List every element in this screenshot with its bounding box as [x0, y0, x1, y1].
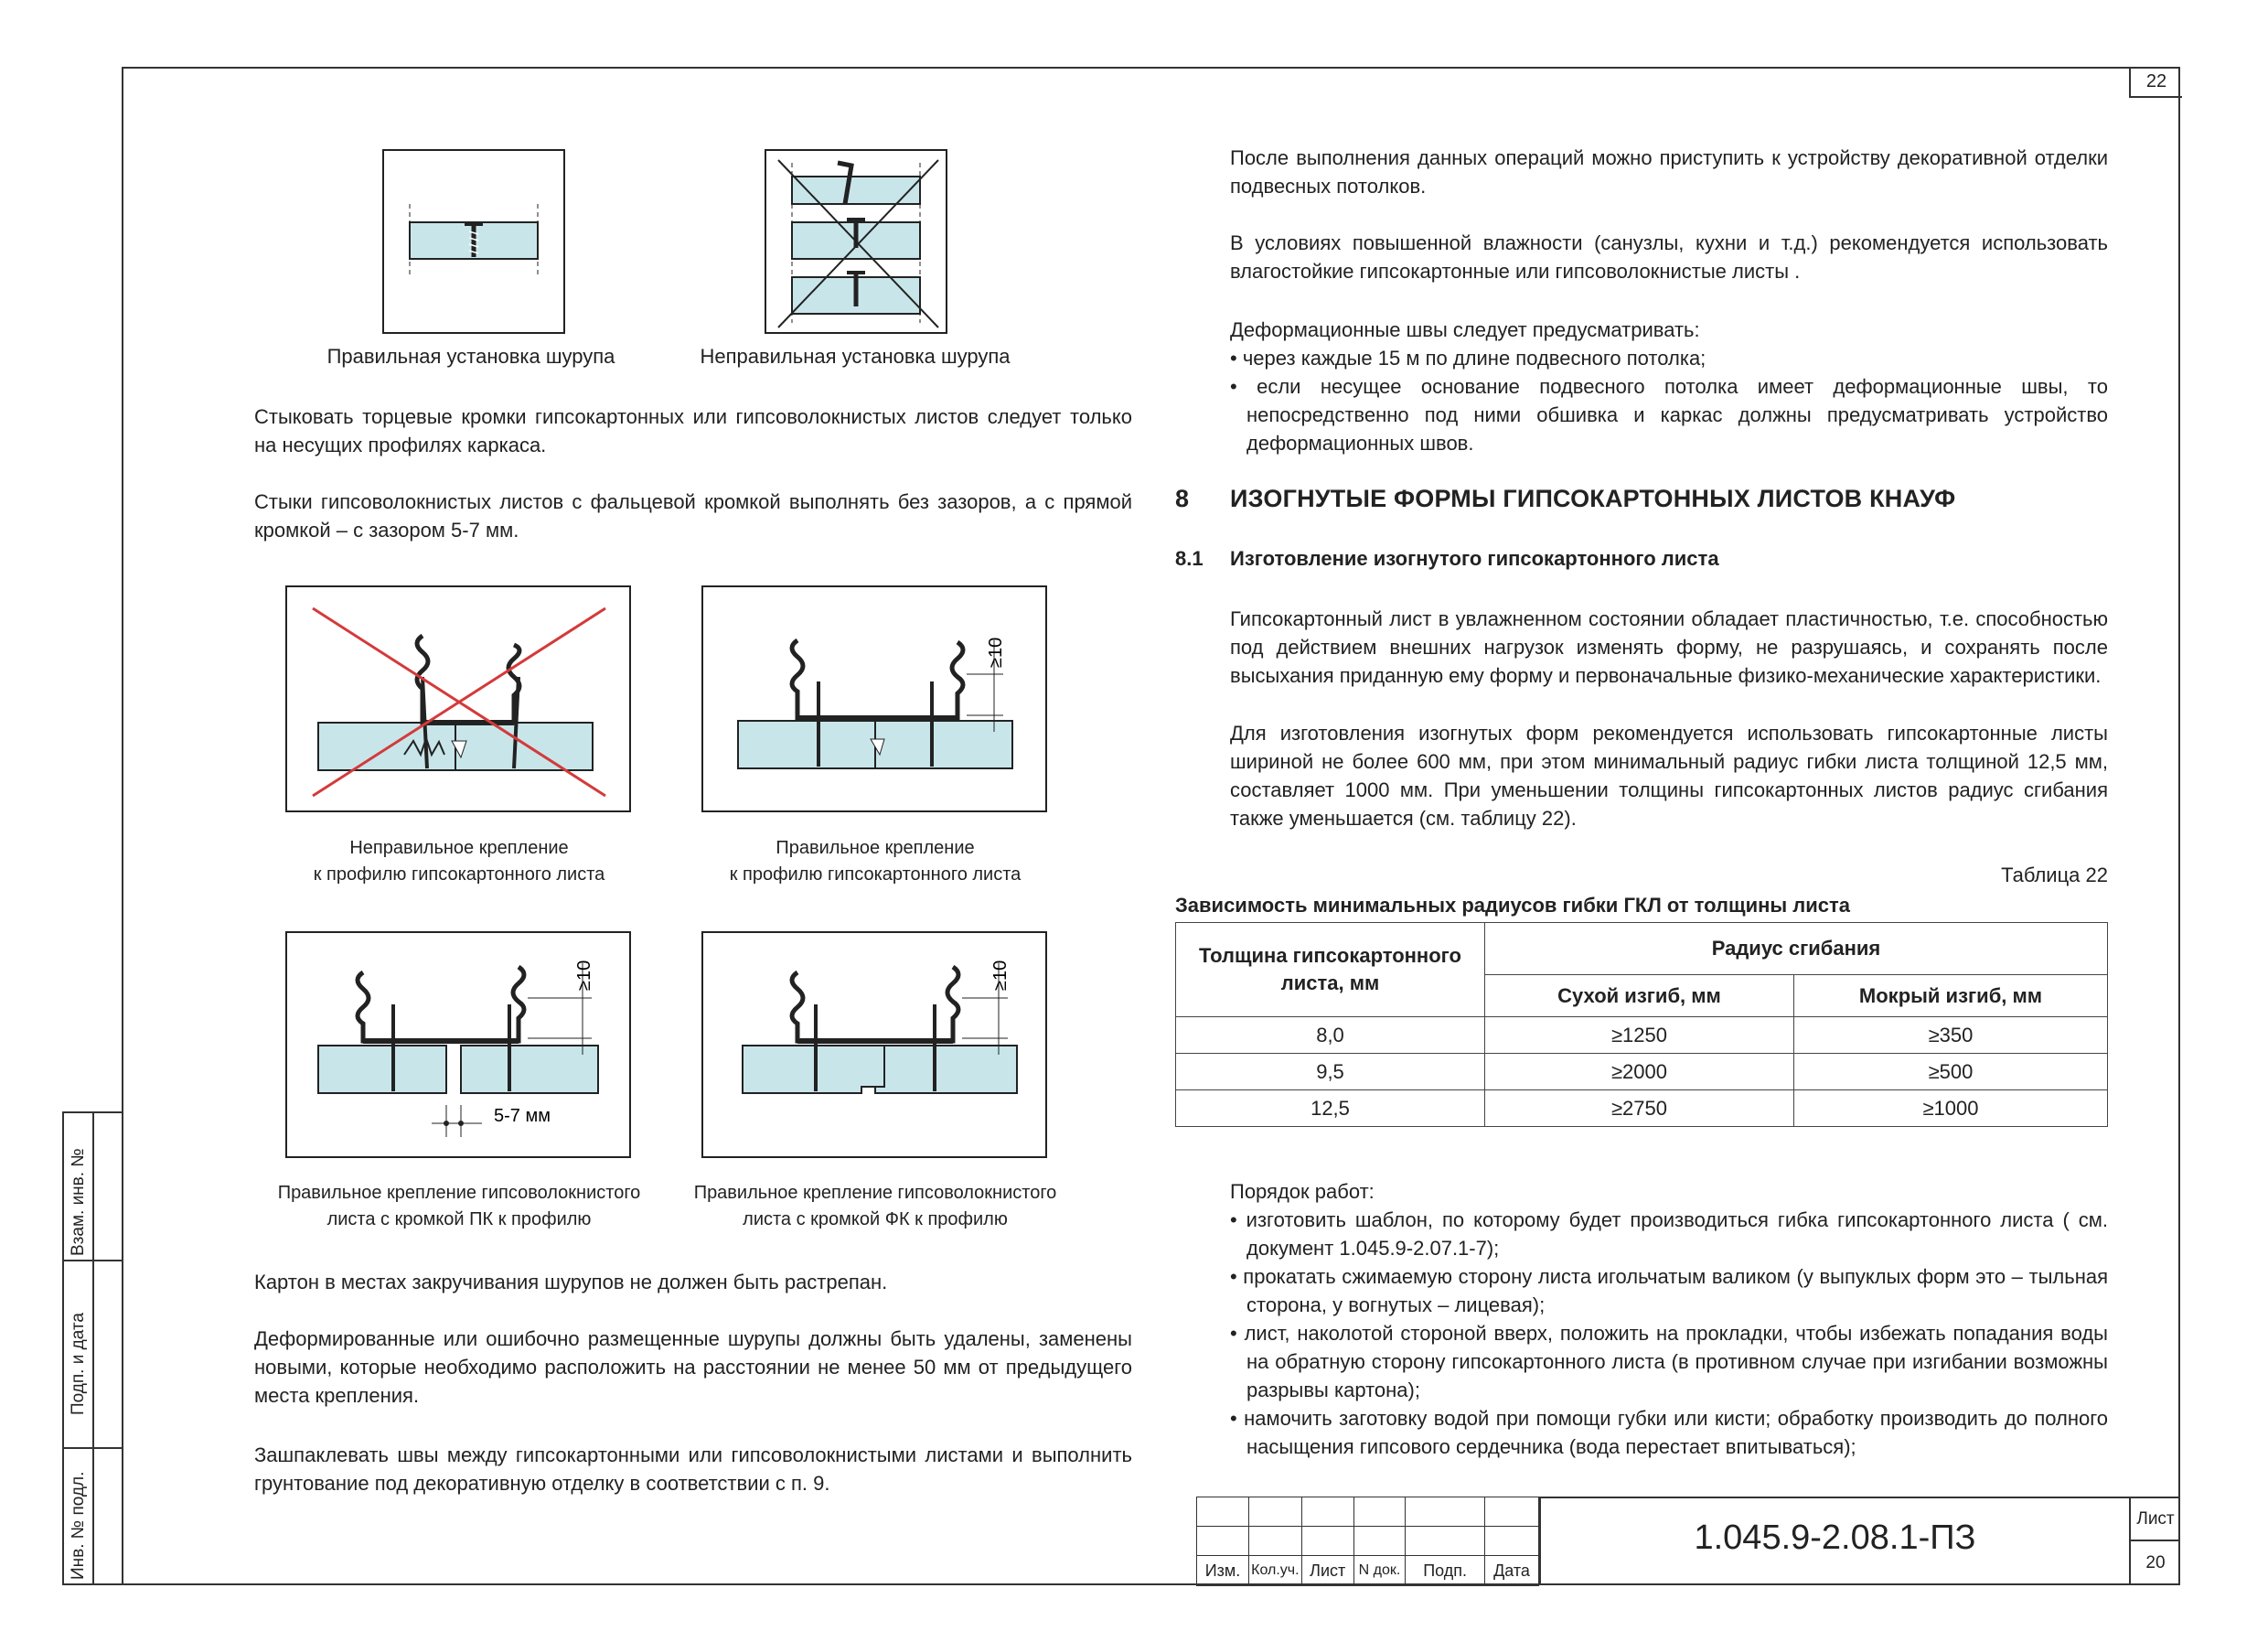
- stamp-revisions: [1196, 1497, 1539, 1586]
- fig-right-caption-2: к профилю гипсокартонного листа: [729, 864, 1022, 885]
- fig-correct-fastening: [701, 585, 1049, 812]
- cell-dry: ≥1250: [1485, 1017, 1794, 1054]
- left-para-1: Стыковать торцевые кромки гипсокартонных или гипсоволокнистых листов следует только на несущих профилях каркаса.: [254, 405, 1132, 456]
- stamp-list: Лист: [1301, 1556, 1353, 1586]
- top-page-number: 22: [2145, 71, 2167, 91]
- fig-wrong-caption-1: Неправильное крепление: [349, 838, 569, 858]
- left-para-4: Деформированные или ошибочно размещенные шурупы должны быть удалены, заменены новыми, которые необходимо расположить на расстоянии не менее 50 мм от предыдущего места крепления.: [254, 1327, 1132, 1407]
- section-title: ИЗОГНУТЫЕ ФОРМЫ ГИПСОКАРТОННЫХ ЛИСТОВ КНАУФ: [1230, 485, 1956, 512]
- table-label: Таблица 22: [2001, 864, 2108, 886]
- label-inv: Инв. № подл.: [69, 1471, 88, 1580]
- cell-wet: ≥1000: [1794, 1090, 2108, 1127]
- table-row: [1176, 1090, 2108, 1127]
- th-dry: Сухой изгиб, мм: [1485, 975, 1794, 1017]
- dim-ge10-c: ≥10: [574, 960, 594, 991]
- screw-correct-figure: [382, 149, 565, 334]
- stamp-izm: Изм.: [1197, 1556, 1249, 1586]
- left-para-3: Картон в местах закручивания шурупов не должен быть растрепан.: [254, 1271, 888, 1293]
- deform-bullet-2: • если несущее основание подвесного потолка имеет деформационные швы, то непосредственно под ними обшивка и каркас должны предусматривать устройство деформационных швов.: [1230, 375, 2108, 455]
- sheet-number: 20: [2145, 1553, 2166, 1572]
- stamp-koluch: Кол.уч.: [1248, 1556, 1301, 1586]
- stamp-ndok: N док.: [1353, 1556, 1406, 1586]
- screw-wrong-figure: [765, 149, 947, 334]
- fig-pk-caption-2: листа с кромкой ПК к профилю: [326, 1209, 592, 1229]
- order-bullet-1: • изготовить шаблон, по которому будет производиться гибка гипсокартонного листа ( см. документ 1.045.9-2.07.1-7);: [1230, 1208, 2108, 1260]
- fig-right-caption-1: Правильное крепление: [776, 838, 975, 858]
- fig-fk-caption-1: Правильное крепление гипсоволокнистого: [693, 1183, 1057, 1203]
- sheet-label: Лист: [2131, 1498, 2180, 1541]
- screw-correct-caption: Правильная установка шурупа: [326, 345, 615, 368]
- fig-fk-edge: [701, 931, 1049, 1158]
- subsection-title: Изготовление изогнутого гипсокартонного листа: [1230, 547, 1719, 570]
- radius-table: [1175, 922, 2108, 1127]
- fig-wrong-fastening: [285, 585, 633, 812]
- stamp-doc-box: [1539, 1497, 2129, 1585]
- deform-bullet-1: • через каждые 15 м по длине подвесного потолка;: [1230, 347, 1706, 370]
- section-number: 8: [1175, 485, 1190, 512]
- cell-thickness: 8,0: [1176, 1017, 1485, 1054]
- cell-wet: ≥500: [1794, 1054, 2108, 1090]
- stamp-sheet-box: [2129, 1497, 2180, 1585]
- th-radius: Радиус сгибания: [1485, 923, 2108, 975]
- cell-dry: ≥2750: [1485, 1090, 1794, 1127]
- right-para-1: После выполнения данных операций можно приступить к устройству декоративной отделки подвесных потолков.: [1230, 146, 2108, 198]
- label-podp: Подп. и дата: [69, 1313, 88, 1415]
- th-wet: Мокрый изгиб, мм: [1794, 975, 2108, 1017]
- doc-code: 1.045.9-2.08.1-ПЗ: [1694, 1518, 1976, 1557]
- stamp-podp: Подп.: [1406, 1556, 1485, 1586]
- stamp-data: Дата: [1485, 1556, 1539, 1586]
- cell-thickness: 9,5: [1176, 1054, 1485, 1090]
- right-para-2: В условиях повышенной влажности (санузлы, кухни и т.д.) рекомендуется использовать влагостойкие гипсокартонные или гипсоволокнистые листы .: [1230, 231, 2108, 283]
- order-bullet-2: • прокатать сжимаемую сторону листа игольчатым валиком (у выпуклых форм это – тыльная сторона, у вогнутых – лицевая);: [1230, 1265, 2108, 1316]
- cell-thickness: 12,5: [1176, 1090, 1485, 1127]
- label-vzam: Взам. инв. №: [69, 1148, 88, 1256]
- dim-ge10-b: ≥10: [986, 637, 1006, 668]
- screw-wrong-caption: Неправильная установка шурупа: [700, 345, 1011, 368]
- order-bullet-3: • лист, наколотой стороной вверх, положить на прокладки, чтобы избежать попадания воды на обратную сторону гипсокартонного листа (в противном случае при изгибании возможны разрывы картона);: [1230, 1322, 2108, 1401]
- side-stamp: [62, 1111, 123, 1585]
- left-para-5: Зашпаклевать швы между гипсокартонными или гипсоволокнистыми листами и выполнить грунтование под декоративную отделку в соответствии с п. 9.: [254, 1443, 1132, 1495]
- th-thickness: Толщина гипсокартонного листа, мм: [1176, 923, 1485, 1017]
- top-page-number-box: [2129, 67, 2182, 98]
- fig-wrong-caption-2: к профилю гипсокартонного листа: [313, 864, 605, 885]
- order-intro: Порядок работ:: [1230, 1180, 1375, 1203]
- table-title: Зависимость минимальных радиусов гибки ГКЛ от толщины листа: [1175, 894, 1851, 917]
- left-para-2: Стыки гипсоволокнистых листов с фальцевой кромкой выполнять без зазоров, а с прямой кромкой – с зазором 5-7 мм.: [254, 490, 1132, 542]
- table-row: [1176, 1054, 2108, 1090]
- cell-dry: ≥2000: [1485, 1054, 1794, 1090]
- deform-intro: Деформационные швы следует предусматривать:: [1230, 318, 1700, 341]
- fig-pk-edge: [285, 931, 633, 1158]
- table-row: [1176, 1017, 2108, 1054]
- fig-fk-caption-2: листа с кромкой ФК к профилю: [743, 1209, 1008, 1229]
- dim-ge10-d: ≥10: [990, 960, 1011, 991]
- cell-wet: ≥350: [1794, 1017, 2108, 1054]
- right-para-4: Для изготовления изогнутых форм рекомендуется использовать гипсокартонные листы шириной не более 600 мм, при этом минимальный радиус гибки листа толщиной 12,5 мм, составляет 1000 мм. При уменьшении толщины гипсокартонных листов радиус сгибания также уменьшается (см. таблицу 22).: [1230, 722, 2108, 830]
- dim-gap: 5-7 мм: [494, 1106, 551, 1126]
- order-bullet-4: • намочить заготовку водой при помощи губки или кисти; обработку производить до полного насыщения гипсового сердечника (вода перестает впитываться);: [1230, 1407, 2108, 1458]
- fig-pk-caption-1: Правильное крепление гипсоволокнистого: [277, 1183, 641, 1203]
- subsection-number: 8.1: [1175, 547, 1204, 570]
- right-para-3: Гипсокартонный лист в увлажненном состоянии обладает пластичностью, т.е. способностью под действием внешних нагрузок изменять форму, не разрушаясь, и сохранять после высыхания приданную ему форму и первоначальные физико-механические характеристики.: [1230, 607, 2108, 687]
